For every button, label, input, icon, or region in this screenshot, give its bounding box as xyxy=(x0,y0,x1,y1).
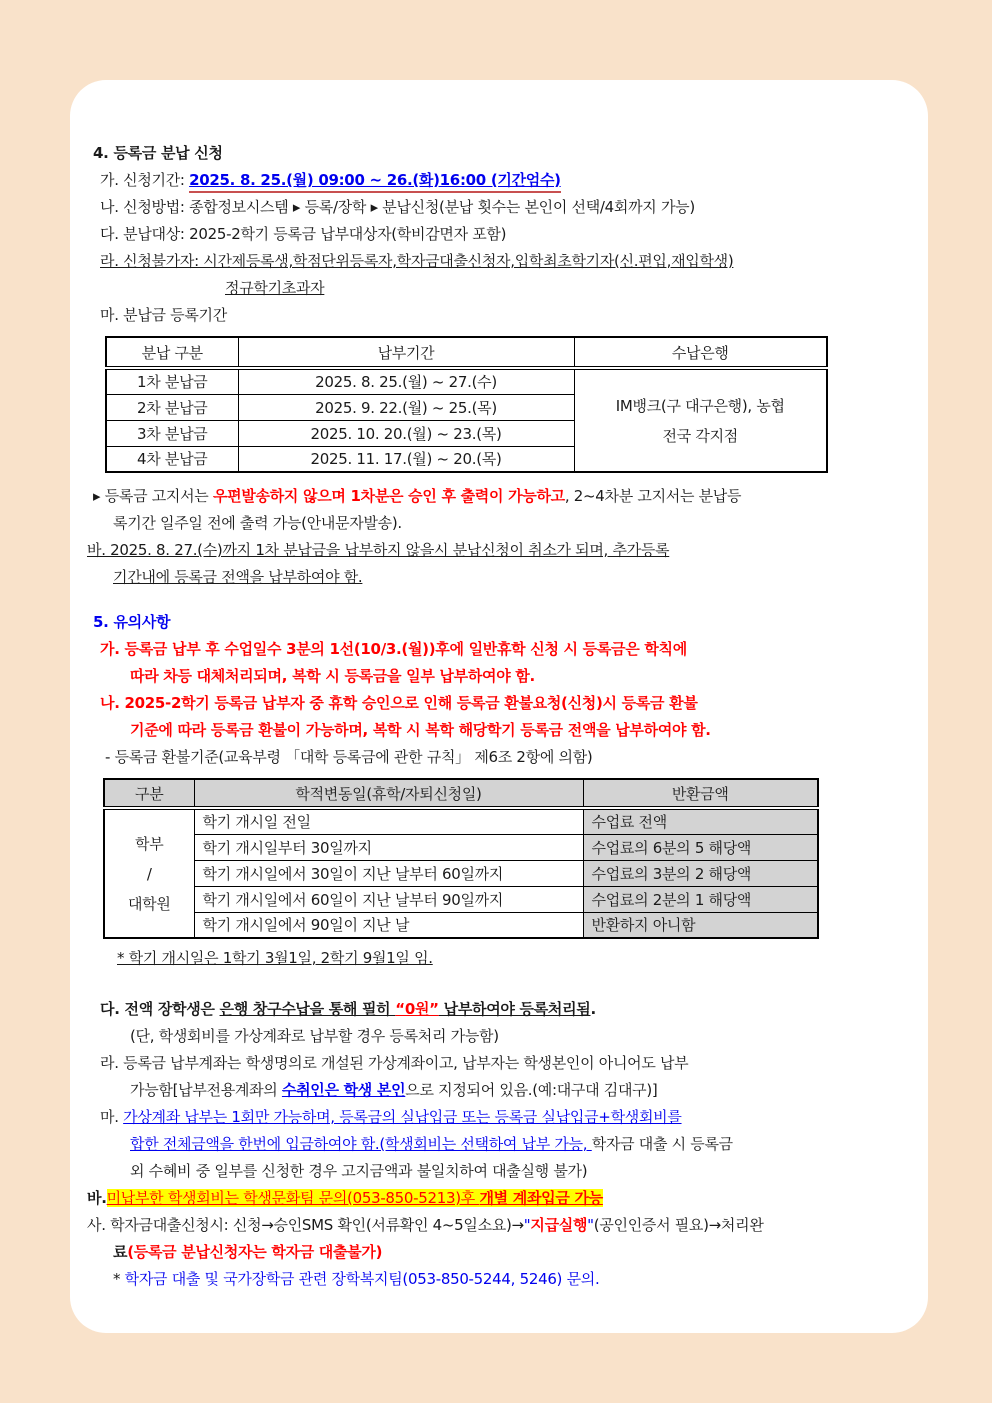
refund-condition-1: 학기 개시일 전일 xyxy=(194,808,583,834)
sa-quote-close: " xyxy=(587,1216,594,1234)
da-zero-won: “0원” xyxy=(395,1000,439,1018)
refund-amount-5: 반환하지 아니함 xyxy=(583,912,818,938)
installment-4-period: 2025. 11. 17.(월) ~ 20.(목) xyxy=(238,446,574,472)
installment-2-period: 2025. 9. 22.(월) ~ 25.(목) xyxy=(238,394,574,420)
ra-line2-post: 으로 지정되어 있음.(예:대구대 김대구)] xyxy=(405,1081,658,1099)
application-period-value: 2025. 8. 25.(월) 09:00 ~ 26.(화)16:00 (기간엄수) xyxy=(189,170,561,193)
ra-line2-pre: 가능함[납부전용계좌의 xyxy=(130,1081,282,1099)
section5-item-ra-line1: 라. 등록금 납부계좌는 학생명의로 개설된 가상계좌이고, 납부자는 학생본인이 아니어도 납부 xyxy=(100,1054,689,1072)
bank-line2: 전국 각지점 xyxy=(662,426,738,445)
bank-line1: IM뱅크(구 대구은행), 농협 xyxy=(615,396,785,415)
installment-3-label: 3차 분납금 xyxy=(106,420,238,446)
section5-item-ra-line2 xyxy=(130,1077,902,1104)
ba-highlighted-text: 미납부한 학생회비는 학생문화팀 문의(053-850-5213)후 xyxy=(106,1189,480,1207)
footnote-text: 학자금 대출 및 국가장학금 관련 장학복지팀(053-850-5244, 5246) 문의. xyxy=(124,1270,600,1288)
table-row xyxy=(104,912,818,938)
section5-item-ba xyxy=(87,1185,902,1212)
installment-3-period: 2025. 10. 20.(월) ~ 23.(목) xyxy=(238,420,574,446)
ma-black-line2: 학자금 대출 시 등록금 xyxy=(591,1135,733,1153)
section5-item-ga-line2: 따라 차등 대체처리되며, 복학 시 등록금을 일부 납부하여야 함. xyxy=(130,667,535,685)
section4-item-na: 나. 신청방법: 종합정보시스템 ▸ 등록/장학 ▸ 분납신청(분납 횟수는 본인이 선택/4회까지 가능) xyxy=(100,198,695,216)
table-row xyxy=(104,834,818,860)
table-row xyxy=(104,808,818,834)
sa-payment-exec: 지급실행 xyxy=(530,1216,588,1234)
section5-item-da-line1 xyxy=(100,996,902,1023)
semester-start-note: * 학기 개시일은 1학기 3월1일, 2학기 9월1일 임. xyxy=(117,949,433,967)
sa-line2-red: (등록금 분납신청자는 학자금 대출불가) xyxy=(127,1243,383,1261)
table-header-row xyxy=(106,337,827,368)
installment-1-label: 1차 분납금 xyxy=(106,368,238,394)
sa-mid: (공인인증서 필요)→처리완 xyxy=(593,1216,764,1234)
section5-item-da-line2: (단, 학생회비를 가상계좌로 납부할 경우 등록처리 가능함) xyxy=(130,1027,499,1045)
ma-label: 마. xyxy=(100,1108,124,1126)
notice-page-card xyxy=(70,80,928,1333)
column-header-installment-type: 분납 구분 xyxy=(106,337,238,368)
section4-item-ma: 마. 분납금 등록기간 xyxy=(100,306,227,324)
ma-blue-line2: 합한 전체금액을 한번에 입금하여야 함.(학생회비는 선택하여 납부 가능, xyxy=(130,1135,592,1153)
refund-amount-4: 수업료의 2분의 1 해당액 xyxy=(583,886,818,912)
sa-line2-black: 료 xyxy=(113,1243,128,1261)
section4-item-ba-line1: 바. 2025. 8. 27.(수)까지 1차 분납금을 납부하지 않을시 분납신청이 취소가 되며, 추가등록 xyxy=(87,541,670,559)
section4-title: 4. 등록금 분납 신청 xyxy=(93,144,223,162)
ba-label: 바. xyxy=(87,1189,107,1207)
section4-item-ra: 라. 신청불가자: 시간제등록생,학점단위등록자,학자금대출신청자,입학최초학기자(신.편입,재입학생) xyxy=(100,252,734,270)
group-line: 대학원 xyxy=(127,894,171,913)
column-header-payment-period: 납부기간 xyxy=(238,337,574,368)
ba-highlighted-bold: 개별 계좌입금 가능 xyxy=(479,1189,603,1207)
refund-condition-2: 학기 개시일부터 30일까지 xyxy=(194,834,583,860)
refund-condition-4: 학기 개시일에서 60일이 지난 날부터 90일까지 xyxy=(194,886,583,912)
ma-blue-line1: 가상계좌 납부는 1회만 가능하며, 등록금의 실납입금 또는 등록금 실납입금+학생회비를 xyxy=(123,1108,682,1126)
section5-title: 5. 유의사항 xyxy=(93,613,171,631)
section4-item-ga xyxy=(100,167,902,194)
column-header-refund-amount: 반환금액 xyxy=(583,779,818,808)
triangle-bullet-icon: ▸ xyxy=(93,487,101,505)
section5-item-ma-line2 xyxy=(130,1131,902,1158)
section4-item-ba-line2: 기간내에 등록금 전액을 납부하여야 함. xyxy=(113,568,363,586)
student-group-cell xyxy=(104,808,194,938)
section5-item-ma-line3: 외 수혜비 중 일부를 신청한 경우 고지금액과 불일치하여 대출실행 불가) xyxy=(130,1162,588,1180)
section-gap xyxy=(93,972,902,996)
bank-cell xyxy=(574,368,827,472)
column-header-bank: 수납은행 xyxy=(574,337,827,368)
section5-item-sa-line1 xyxy=(87,1212,902,1239)
refund-condition-5: 학기 개시일에서 90일이 지난 날 xyxy=(194,912,583,938)
table-row xyxy=(104,860,818,886)
bill-notice-pre: 등록금 고지서는 xyxy=(100,487,213,505)
column-header-change-date: 학적변동일(휴학/자퇴신청일) xyxy=(194,779,583,808)
section5-item-na-line1: 나. 2025-2학기 등록금 납부자 중 휴학 승인으로 인해 등록금 환불요청(신청)시 등록금 환불 xyxy=(100,694,698,712)
bill-notice-line2: 록기간 일주일 전에 출력 가능(안내문자발송). xyxy=(113,514,402,532)
group-line: / xyxy=(146,864,152,883)
table-row xyxy=(106,368,827,394)
column-header-category: 구분 xyxy=(104,779,194,808)
ra-payee-highlight: 수취인은 학생 본인 xyxy=(281,1081,406,1099)
group-line: 학부 xyxy=(135,834,164,853)
section4-item-ra-line2: 정규학기초과자 xyxy=(225,279,325,297)
installment-1-period: 2025. 8. 25.(월) ~ 27.(수) xyxy=(238,368,574,394)
bill-notice-line1 xyxy=(93,483,902,510)
refund-table xyxy=(103,778,819,939)
installment-4-label: 4차 분납금 xyxy=(106,446,238,472)
sa-quote-open: " xyxy=(523,1216,531,1234)
da-underline1: 은행 창구수납을 통해 필히 xyxy=(219,1000,396,1018)
section-gap xyxy=(93,591,902,609)
refund-condition-3: 학기 개시일에서 30일이 지난 날부터 60일까지 xyxy=(194,860,583,886)
da-period: . xyxy=(590,1000,596,1018)
refund-amount-2: 수업료의 6분의 5 해당액 xyxy=(583,834,818,860)
refund-standard-note: - 등록금 환불기준(교육부령 「대학 등록금에 관한 규칙」 제6조 2항에 의함) xyxy=(105,748,593,766)
sa-pre: 학자금대출신청시: 신청→승인SMS 확인(서류확인 4~5일소요)→ xyxy=(110,1216,524,1234)
table-row xyxy=(104,886,818,912)
bill-notice-red: 우편발송하지 않으며 1차분은 승인 후 출력이 가능하고 xyxy=(212,487,565,505)
section5-item-na-line2: 기준에 따라 등록금 환불이 가능하며, 복학 시 복학 해당학기 등록금 전액을 납부하여야 함. xyxy=(130,721,711,739)
installment-schedule-table xyxy=(105,336,828,473)
scholarship-contact-note xyxy=(113,1266,902,1293)
footnote-star: * xyxy=(113,1270,125,1288)
notice-content xyxy=(70,80,928,1293)
refund-amount-1: 수업료 전액 xyxy=(583,808,818,834)
refund-amount-3: 수업료의 3분의 2 해당액 xyxy=(583,860,818,886)
da-bold: 전액 장학생은 xyxy=(124,1000,220,1018)
section5-item-ga-line1: 가. 등록금 납부 후 수업일수 3분의 1선(10/3.(월))후에 일반휴학 신청 시 등록금은 학칙에 xyxy=(100,640,687,658)
application-period-label: 가. 신청기간: xyxy=(100,171,190,189)
installment-2-label: 2차 분납금 xyxy=(106,394,238,420)
section4-item-da: 다. 분납대상: 2025-2학기 등록금 납부대상자(학비감면자 포함) xyxy=(100,225,507,243)
section5-item-sa-line2 xyxy=(113,1239,902,1266)
bill-notice-post: , 2~4차분 고지서는 분납등 xyxy=(564,487,742,505)
sa-label: 사. xyxy=(87,1216,111,1234)
table-header-row xyxy=(104,779,818,808)
da-label: 다. xyxy=(100,1000,125,1018)
section5-item-ma-line1 xyxy=(100,1104,902,1131)
da-underline2: 납부하여야 등록처리됨 xyxy=(438,1000,591,1018)
